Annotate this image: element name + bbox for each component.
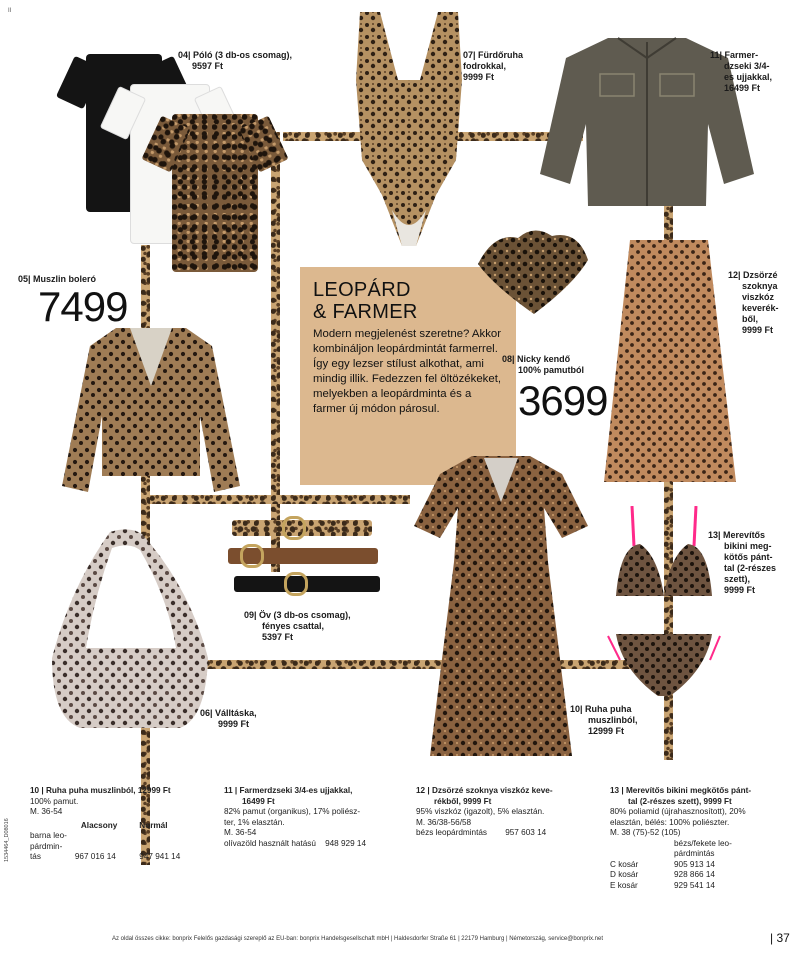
label-p12: 12| Dzsörzé szoknya viszkóz keverék- ből, 9999 Ft (728, 270, 779, 335)
price-p05: 7499 (38, 283, 128, 330)
shoulder-bag (50, 528, 210, 732)
label-p11: 11| Farmer- dzseki 3/4- es ujjakkal, 16499 Ft (710, 50, 773, 93)
scarf (474, 224, 592, 316)
label-p06: 06| Válltáska, 9999 Ft (200, 708, 257, 729)
skirt (602, 238, 738, 484)
corner-mark: II (8, 8, 12, 14)
label-p04: 04| Póló (3 db-os csomag), 9597 Ft (178, 50, 293, 71)
feature-title: LEOPÁRD & FARMER (313, 279, 418, 323)
price-p08: 3699 (518, 377, 608, 424)
label-p08: 08| Nicky kendő 100% pamutból (502, 354, 585, 375)
dress (412, 452, 590, 758)
bikini-bottom (606, 630, 722, 698)
label-p10: 10| Ruha puha muszlinból, 12999 Ft (570, 704, 638, 736)
swimsuit (352, 10, 466, 250)
info-col-12: 12 | Dzsörzé szoknya viszkóz keve- rékből, 9999 Ft 95% viszkóz (igazolt), 5% elasztán. M. 36/38-56/58 bézs leopárdmintás 957 603 14 (416, 786, 553, 837)
feature-text: Modern megjelenést szeretne? Akkor kombináljon leopárdmintát farmerrel. Így egy lezser stílust alkothat, ami mindig illik. Fedezzen fel öltözékeket, melyekben a leopárdminta és a farmer új módon párosul. (313, 328, 502, 415)
info-13-table: bézs/fekete leo- párdmintás C kosár 905 913 14 D kosár 928 866 14 E kosár 929 541 14 (610, 838, 732, 890)
belts (226, 516, 382, 602)
info-col-10: 10 | Ruha puha muszlinból, 12999 Ft 100% pamut. M. 36-54 Alacsony Normál barna leo- párdmin- tás 967 016 14 947 941 14 (30, 786, 210, 863)
info-col-13: 13 | Merevítős bikini megkötős pánt- tal (2-részes szett), 9999 Ft 80% poliamid (újrahasznosított), 20% elasztán, bélés: 100% poliészter. M. 38 (75)-52 (105) bézs/fekete leo- párdmintás C kosár 905 913 14 D kosár 928 866 14 E kosár 929 541 14 (610, 786, 752, 890)
bolero (60, 326, 242, 498)
label-p13: 13| Merevítős bikini meg- kötős pánt- tal (2-részes szett), 9999 Ft (708, 530, 777, 595)
page-number: | 37 (770, 931, 790, 945)
footer-text: Az oldal összes cikke: bonprix Felelős gazdasági szereplő az EU-ban: bonprix Handelsgesellschaft mbH | Haldesdorfer Straße 61 | 22179 Hamburg | Németország, service@bonprix.net (112, 936, 604, 942)
side-code: 1534464_D08016 (4, 818, 10, 862)
label-p07: 07| Fürdőruha fodrokkal, 9999 Ft (463, 50, 524, 82)
bikini-top (612, 506, 716, 598)
label-p09: 09| Öv (3 db-os csomag), fényes csattal, 5397 Ft (244, 610, 351, 642)
label-p05: 05| Muszlin boleró (18, 274, 97, 284)
info-10-table: Alacsony Normál barna leo- párdmin- tás 967 016 14 947 941 14 (30, 820, 181, 861)
tshirt-leopard (150, 114, 280, 274)
info-col-11: 11 | Farmerdzseki 3/4-es ujjakkal, 16499 Ft 82% pamut (organikus), 17% poliész- ter, 1% elasztán. M. 36-54 olívazöld használt hatású 948 929 14 (224, 786, 367, 848)
